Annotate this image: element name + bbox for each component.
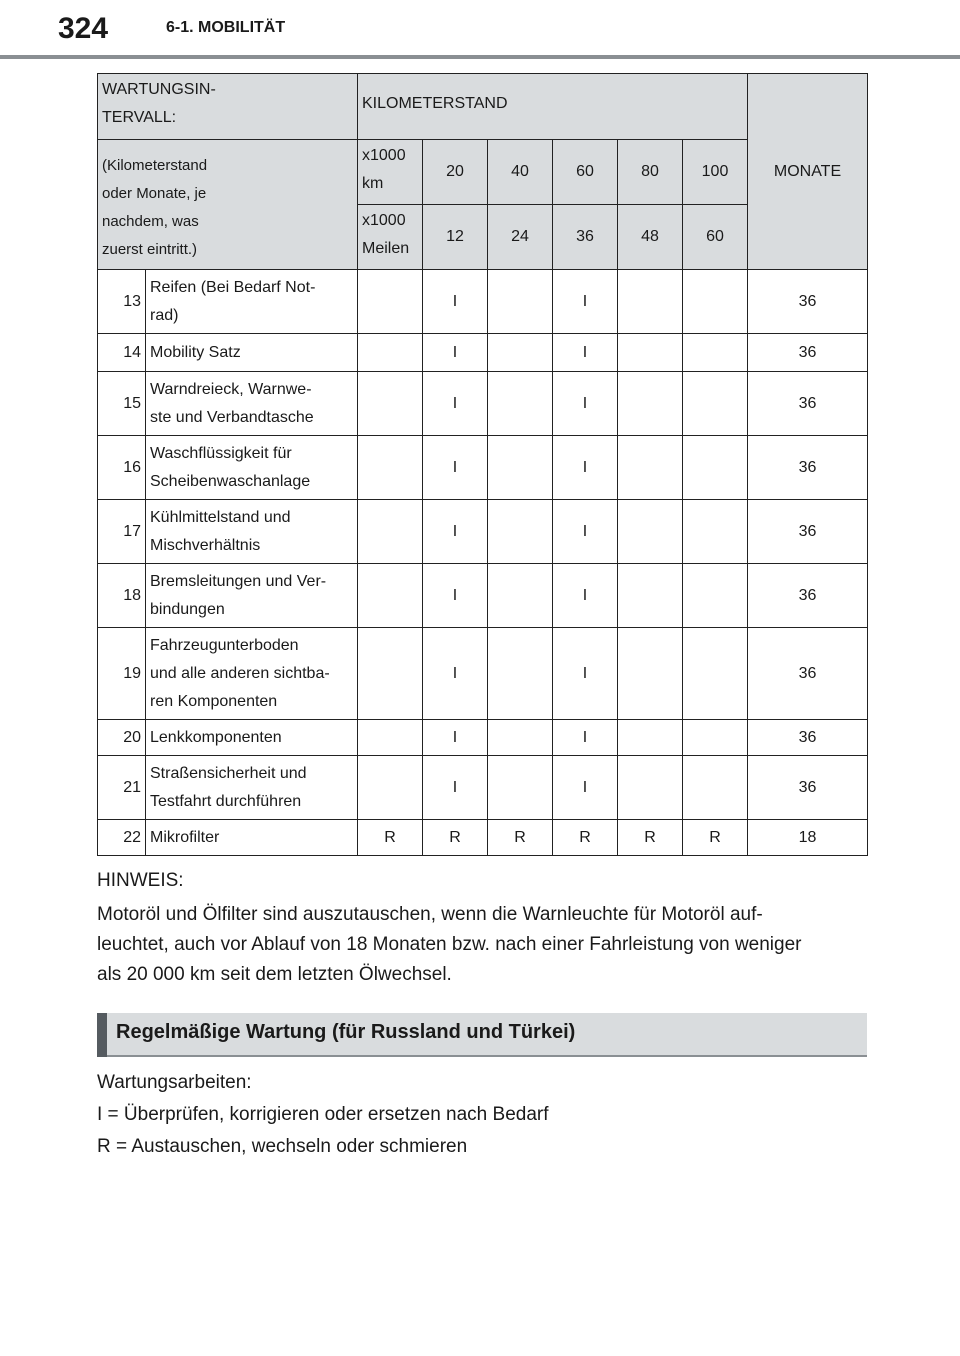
months-cell: 36 [748,720,868,756]
interval-cell [683,628,748,720]
row-item: Waschflüssigkeit für Scheibenwaschanlage [146,436,358,500]
table-row [98,372,868,436]
interval-cell: I [553,372,618,436]
mile-value: 36 [553,205,618,270]
months-cell: 36 [748,372,868,436]
interval-cell: I [553,628,618,720]
header-rule [0,55,960,59]
interval-cell [488,334,553,372]
row-item: Kühlmittelstand und Mischverhältnis [146,500,358,564]
months-cell: 36 [748,334,868,372]
interval-cell [618,500,683,564]
header-km-status: KILOMETERSTAND [358,74,748,140]
legend [97,1067,867,1163]
row-item: Lenkkomponenten [146,720,358,756]
table-row [98,270,868,334]
interval-cell [358,720,423,756]
km-value: 40 [488,140,553,205]
interval-cell: R [553,820,618,856]
page-header [0,0,960,60]
section-banner [97,1013,867,1057]
km-value: 100 [683,140,748,205]
km-value: 60 [553,140,618,205]
header-km-unit: x1000 km [358,140,423,205]
legend-i-definition: I = Überprüfen, korrigieren oder ersetzen nach Bedarf [97,1104,549,1125]
interval-cell: I [553,500,618,564]
row-number: 14 [98,334,146,372]
interval-cell: I [423,564,488,628]
months-cell: 18 [748,820,868,856]
interval-cell [618,756,683,820]
header-months: MONATE [748,74,868,270]
interval-cell: R [488,820,553,856]
interval-cell [358,372,423,436]
interval-cell [683,436,748,500]
interval-cell: R [618,820,683,856]
interval-cell [618,372,683,436]
table-row [98,756,868,820]
km-value: 80 [618,140,683,205]
header-interval: WARTUNGSIN- TERVALL: [98,74,358,140]
months-cell: 36 [748,564,868,628]
interval-cell [618,628,683,720]
row-item: Mikrofilter [146,820,358,856]
interval-cell: I [553,270,618,334]
table-row [98,720,868,756]
row-item: Mobility Satz [146,334,358,372]
table-row [98,500,868,564]
interval-cell: I [423,628,488,720]
interval-cell [358,500,423,564]
maintenance-table [97,73,868,856]
interval-cell [618,270,683,334]
mile-value: 12 [423,205,488,270]
interval-cell [683,756,748,820]
table-row [98,628,868,720]
interval-cell: I [553,720,618,756]
interval-cell: I [423,756,488,820]
mile-value: 60 [683,205,748,270]
note-label: HINWEIS: [97,870,184,891]
row-item: Reifen (Bei Bedarf Not- rad) [146,270,358,334]
row-item: Straßensicherheit und Testfahrt durchführen [146,756,358,820]
header-mile-unit: x1000 Meilen [358,205,423,270]
interval-cell: I [553,436,618,500]
months-cell: 36 [748,270,868,334]
page-number: 324 [58,12,109,45]
interval-cell [488,270,553,334]
table-row [98,564,868,628]
row-number: 20 [98,720,146,756]
interval-cell: R [358,820,423,856]
interval-cell: R [683,820,748,856]
interval-cell: I [423,372,488,436]
legend-intro: Wartungsarbeiten: [97,1072,252,1093]
interval-cell: I [423,436,488,500]
interval-cell: I [423,334,488,372]
interval-cell [358,270,423,334]
header-note: (Kilometerstand oder Monate, je nachdem, was zuerst eintritt.) [98,140,358,270]
interval-cell [618,436,683,500]
legend-r-definition: R = Austauschen, wechseln oder schmieren [97,1136,468,1157]
interval-cell [488,500,553,564]
interval-cell: I [423,500,488,564]
row-number: 22 [98,820,146,856]
interval-cell: I [423,270,488,334]
interval-cell [618,720,683,756]
interval-cell [488,756,553,820]
banner-accent-bar [97,1013,107,1057]
interval-cell: I [423,720,488,756]
interval-cell [488,564,553,628]
row-number: 19 [98,628,146,720]
row-item: Bremsleitungen und Ver- bindungen [146,564,358,628]
months-cell: 36 [748,500,868,564]
interval-cell [488,436,553,500]
months-cell: 36 [748,756,868,820]
interval-cell [683,270,748,334]
months-cell: 36 [748,436,868,500]
section-heading: Regelmäßige Wartung (für Russland und Türkei) [116,1021,576,1043]
interval-cell [618,564,683,628]
interval-cell [358,564,423,628]
interval-cell [358,628,423,720]
interval-cell [358,756,423,820]
row-number: 21 [98,756,146,820]
interval-cell [683,334,748,372]
table-row [98,820,868,856]
table-row [98,436,868,500]
mile-value: 24 [488,205,553,270]
row-number: 15 [98,372,146,436]
interval-cell: I [553,564,618,628]
interval-cell: R [423,820,488,856]
row-number: 13 [98,270,146,334]
interval-cell [488,720,553,756]
row-number: 16 [98,436,146,500]
km-value: 20 [423,140,488,205]
interval-cell [683,564,748,628]
interval-cell [683,372,748,436]
row-item: Fahrzeugunterboden und alle anderen sichtba- ren Komponenten [146,628,358,720]
note-block [97,866,867,990]
interval-cell [488,628,553,720]
interval-cell [358,334,423,372]
row-item: Warndreieck, Warnwe- ste und Verbandtasche [146,372,358,436]
interval-cell [683,500,748,564]
mile-value: 48 [618,205,683,270]
interval-cell [488,372,553,436]
interval-cell [358,436,423,500]
interval-cell [618,334,683,372]
interval-cell: I [553,334,618,372]
row-number: 18 [98,564,146,628]
section-label: 6-1. MOBILITÄT [166,19,286,36]
table-row [98,334,868,372]
months-cell: 36 [748,628,868,720]
interval-cell: I [553,756,618,820]
interval-cell [683,720,748,756]
row-number: 17 [98,500,146,564]
note-text: Motoröl und Ölfilter sind auszutauschen, wenn die Warnleuchte für Motoröl auf- leuchtet, auch vor Ablauf von 18 Monaten bzw. nach einer Fahrleistung von weniger als 20 000 km seit dem letzten Ölwechsel. [97,904,802,985]
